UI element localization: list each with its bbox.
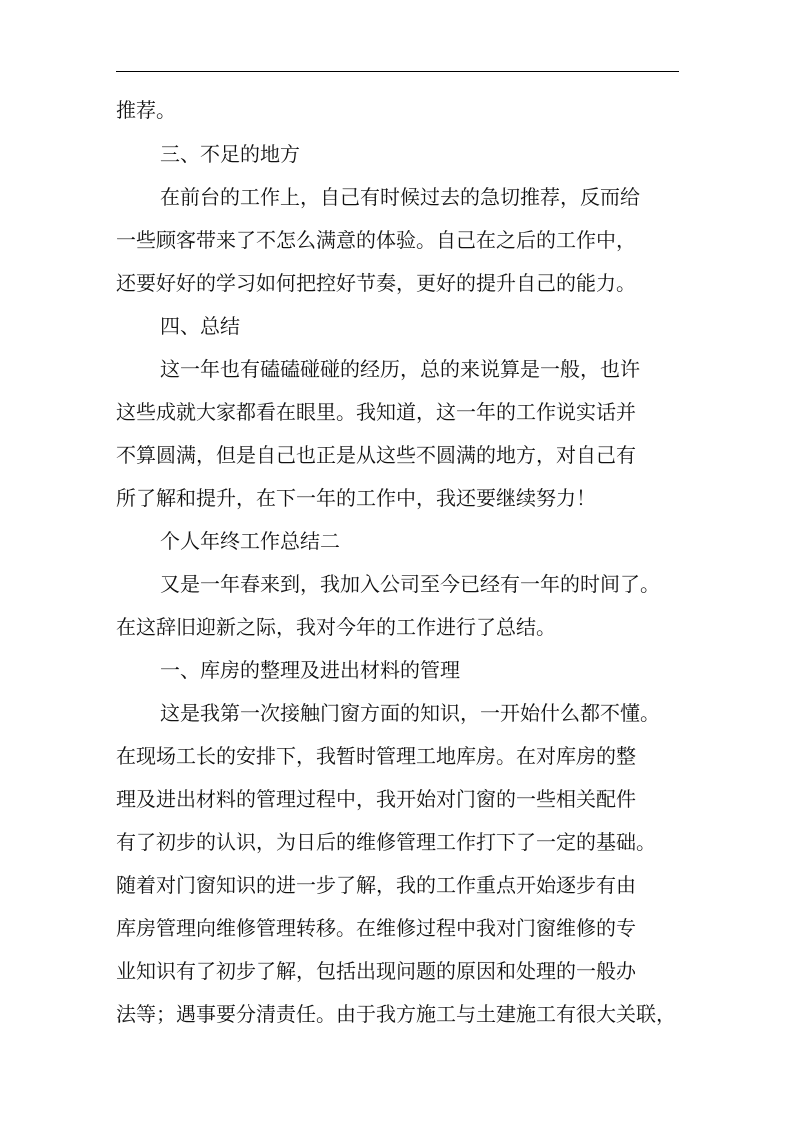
text-line: 所了解和提升，在下一年的工作中，我还要继续努力！ bbox=[116, 486, 596, 510]
text-line: 随着对门窗知识的进一步了解，我的工作重点开始逐步有由 bbox=[116, 873, 636, 897]
section-heading: 四、总结 bbox=[160, 314, 240, 338]
text-line: 推荐。 bbox=[116, 98, 176, 122]
text-line: 在现场工长的安排下，我暂时管理工地库房。在对库房的整 bbox=[116, 744, 636, 768]
text-line: 库房管理向维修管理转移。在维修过程中我对门窗维修的专 bbox=[116, 916, 636, 940]
text-line: 这一年也有磕磕碰碰的经历，总的来说算是一般，也许 bbox=[160, 357, 640, 381]
text-line: 法等；遇事要分清责任。由于我方施工与土建施工有很大关联， bbox=[116, 1002, 676, 1026]
text-line: 业知识有了初步了解，包括出现问题的原因和处理的一般办 bbox=[116, 959, 636, 983]
text-line: 有了初步的认识，为日后的维修管理工作打下了一定的基础。 bbox=[116, 830, 656, 854]
text-line: 一些顾客带来了不怎么满意的体验。自己在之后的工作中， bbox=[116, 228, 636, 252]
document-subtitle: 个人年终工作总结二 bbox=[160, 529, 340, 553]
text-line: 这是我第一次接触门窗方面的知识，一开始什么都不懂。 bbox=[160, 701, 660, 725]
text-line: 在这辞旧迎新之际，我对今年的工作进行了总结。 bbox=[116, 615, 556, 639]
text-line: 在前台的工作上，自己有时候过去的急切推荐，反而给 bbox=[160, 185, 640, 209]
text-line: 还要好好的学习如何把控好节奏，更好的提升自己的能力。 bbox=[116, 271, 636, 295]
text-line: 不算圆满，但是自己也正是从这些不圆满的地方，对自己有 bbox=[116, 443, 636, 467]
section-heading: 三、不足的地方 bbox=[160, 142, 300, 166]
text-line: 这些成就大家都看在眼里。我知道，这一年的工作说实话并 bbox=[116, 400, 636, 424]
text-line: 理及进出材料的管理过程中，我开始对门窗的一些相关配件 bbox=[116, 787, 636, 811]
section-heading: 一、库房的整理及进出材料的管理 bbox=[160, 658, 460, 682]
text-line: 又是一年春来到，我加入公司至今已经有一年的时间了。 bbox=[160, 572, 660, 596]
header-rule bbox=[116, 71, 679, 72]
